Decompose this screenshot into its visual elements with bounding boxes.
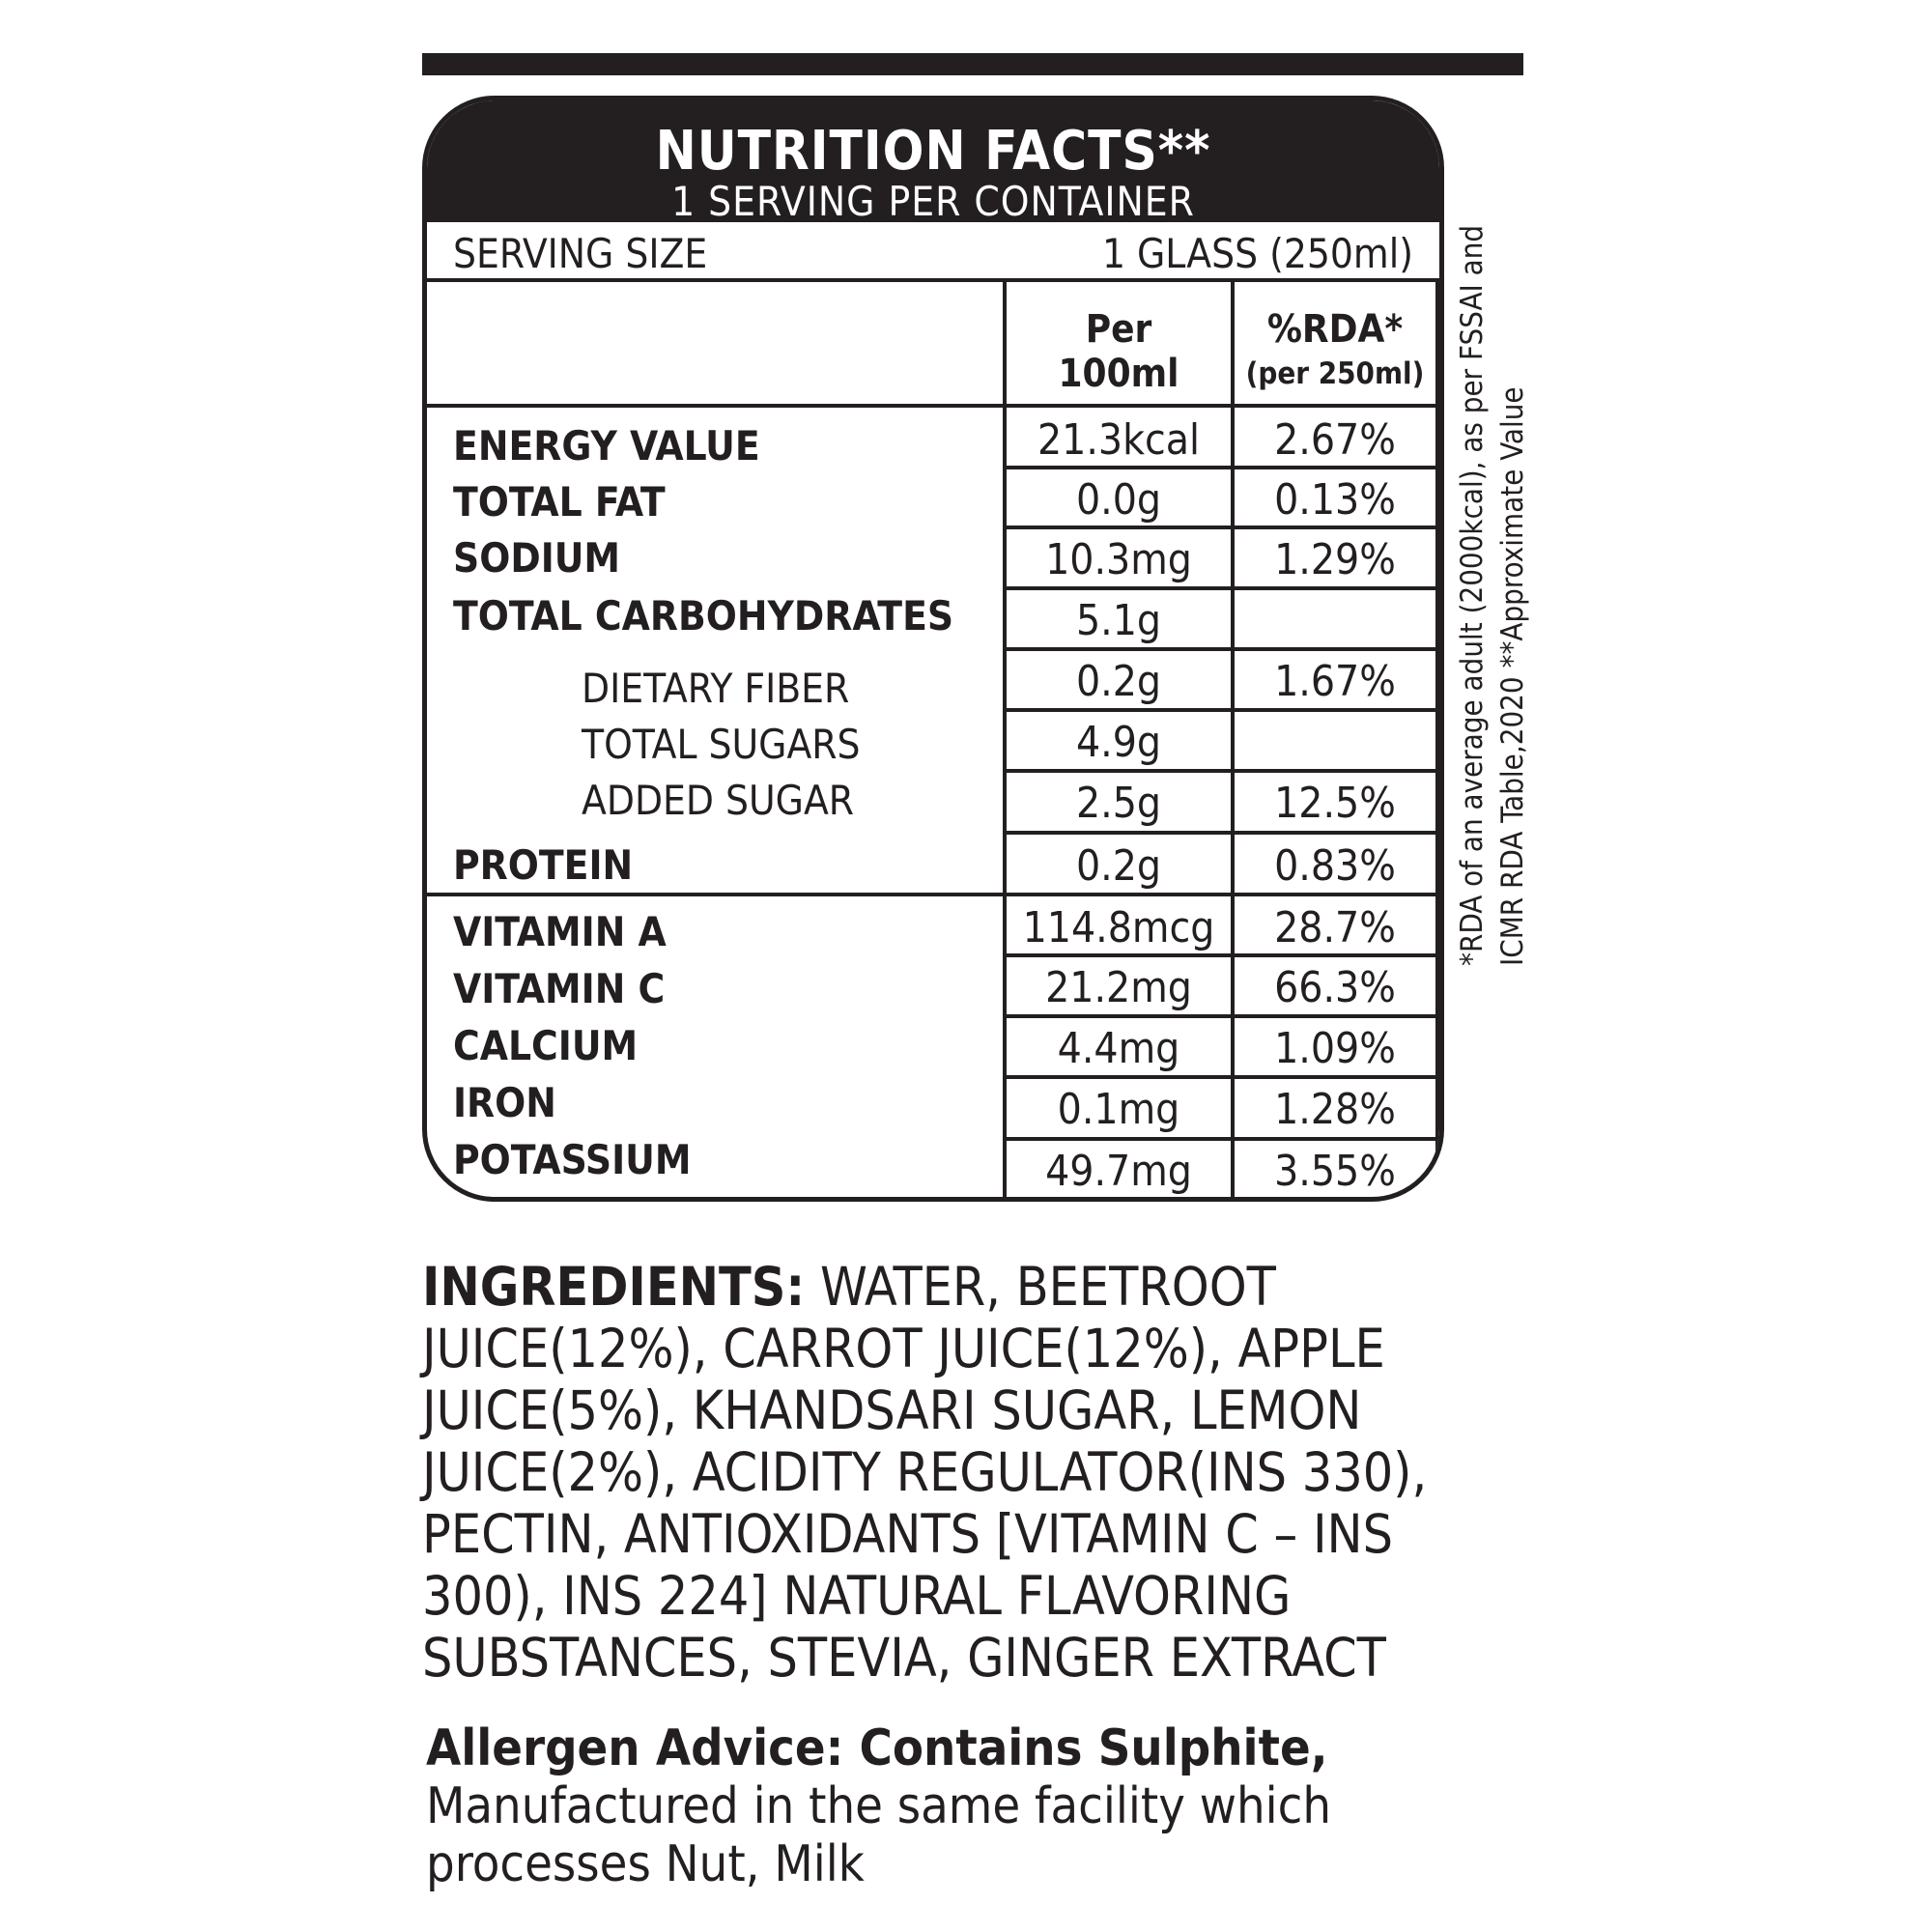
- header-rule: [427, 404, 1435, 408]
- servings-per-container: 1 SERVING PER CONTAINER: [671, 178, 1195, 225]
- rda-value: 12.5%: [1274, 779, 1396, 828]
- rda-footnote: [1452, 193, 1539, 966]
- ingredients-text: WATER, BEETROOT JUICE(12%), CARROT JUICE(12%), APPLE JUICE(5%), KHANDSARI SUGAR, LEMON JUICE(2%), ACIDITY REGULATOR(INS 330), PECTIN, ANTIOXIDANTS [VITAMIN C – INS 300), INS 224] NATURAL FLAVORING SUBSTANCES, STEVIA, GINGER EXTRACT: [422, 1256, 1428, 1689]
- allergen-block: [426, 1719, 1508, 1893]
- per100-value: 0.1mg: [1057, 1085, 1180, 1134]
- column-divider: [1435, 282, 1439, 1197]
- rda-value: 0.83%: [1274, 841, 1396, 891]
- rda-footnote-line1: *RDA of an average adult (2000kcal), as per FSSAI and: [1455, 224, 1490, 966]
- top-rule: [422, 53, 1523, 75]
- row-label: ENERGY VALUE: [453, 422, 760, 469]
- row-label: DIETARY FIBER: [582, 665, 850, 712]
- rda-value: 0.13%: [1274, 475, 1396, 525]
- row-label: PROTEIN: [453, 841, 634, 889]
- row-label: CALCIUM: [453, 1022, 639, 1069]
- per100-value: 21.2mg: [1045, 963, 1192, 1012]
- per100-value: 0.2g: [1075, 841, 1162, 891]
- row-label: IRON: [453, 1079, 556, 1126]
- cell-rule: [1003, 831, 1439, 835]
- rda-value: 3.55%: [1274, 1147, 1396, 1196]
- cell-rule: [1003, 586, 1439, 590]
- row-label: TOTAL SUGARS: [582, 721, 861, 768]
- per100-value: 114.8mcg: [1022, 903, 1215, 952]
- per100-value: 2.5g: [1075, 779, 1162, 828]
- cell-rule: [1003, 526, 1439, 529]
- panel-title: NUTRITION FACTS**: [655, 120, 1211, 183]
- cell-rule: [1003, 1075, 1439, 1079]
- ingredients-block: [422, 1256, 1504, 1689]
- per100-value: 0.0g: [1075, 475, 1162, 525]
- rda-footnote-line2: ICMR RDA Table,2020 **Approximate Value: [1495, 386, 1530, 966]
- serving-size-label: SERVING SIZE: [453, 230, 708, 277]
- panel-header: [427, 100, 1439, 225]
- row-label: TOTAL CARBOHYDRATES: [453, 592, 954, 639]
- per-header-line1: Per: [1085, 307, 1152, 352]
- rda-value: 28.7%: [1274, 903, 1396, 952]
- rda-value: 1.67%: [1274, 657, 1396, 706]
- row-label: VITAMIN A: [453, 908, 667, 955]
- cell-rule: [1003, 647, 1439, 651]
- rda-value: 66.3%: [1274, 963, 1396, 1012]
- rda-value: 1.09%: [1274, 1024, 1396, 1073]
- per100-value: 21.3kcal: [1037, 415, 1201, 465]
- serving-size-value: 1 GLASS (250ml): [1101, 230, 1413, 277]
- per100-value: 4.9g: [1075, 718, 1162, 767]
- rda-header-line1: %RDA*: [1266, 307, 1404, 352]
- allergen-text: Manufactured in the same facility which processes Nut, Milk: [426, 1777, 1332, 1893]
- cell-rule: [1003, 1014, 1439, 1018]
- row-label: POTASSIUM: [453, 1136, 692, 1183]
- per-100ml-header: [1007, 307, 1231, 396]
- per100-value: 49.7mg: [1045, 1147, 1192, 1196]
- per100-value: 0.2g: [1075, 657, 1162, 706]
- per-header-line2: 100ml: [1058, 352, 1179, 396]
- per100-value: 4.4mg: [1057, 1024, 1180, 1073]
- allergen-heading: Allergen Advice: Contains Sulphite,: [426, 1719, 1328, 1777]
- cell-rule: [1003, 1137, 1439, 1141]
- cell-rule: [1003, 466, 1439, 469]
- rda-header: [1235, 307, 1435, 392]
- row-label: ADDED SUGAR: [582, 777, 855, 824]
- rda-value: 1.28%: [1274, 1085, 1396, 1134]
- row-label: VITAMIN C: [453, 965, 666, 1012]
- rda-value: 1.29%: [1274, 535, 1396, 584]
- cell-rule: [1003, 953, 1439, 957]
- ingredients-heading: INGREDIENTS:: [422, 1256, 806, 1318]
- nutrition-facts-panel: [422, 96, 1444, 1202]
- serving-size-row: [427, 222, 1439, 282]
- row-label: TOTAL FAT: [453, 478, 666, 526]
- vitamins-rule: [427, 893, 1435, 896]
- per100-value: 10.3mg: [1045, 535, 1192, 584]
- cell-rule: [1003, 769, 1439, 773]
- rda-value: 2.67%: [1274, 415, 1396, 465]
- cell-rule: [1003, 708, 1439, 712]
- row-label: SODIUM: [453, 534, 621, 582]
- rda-header-line2: (per 250ml): [1245, 356, 1425, 391]
- per100-value: 5.1g: [1075, 596, 1162, 645]
